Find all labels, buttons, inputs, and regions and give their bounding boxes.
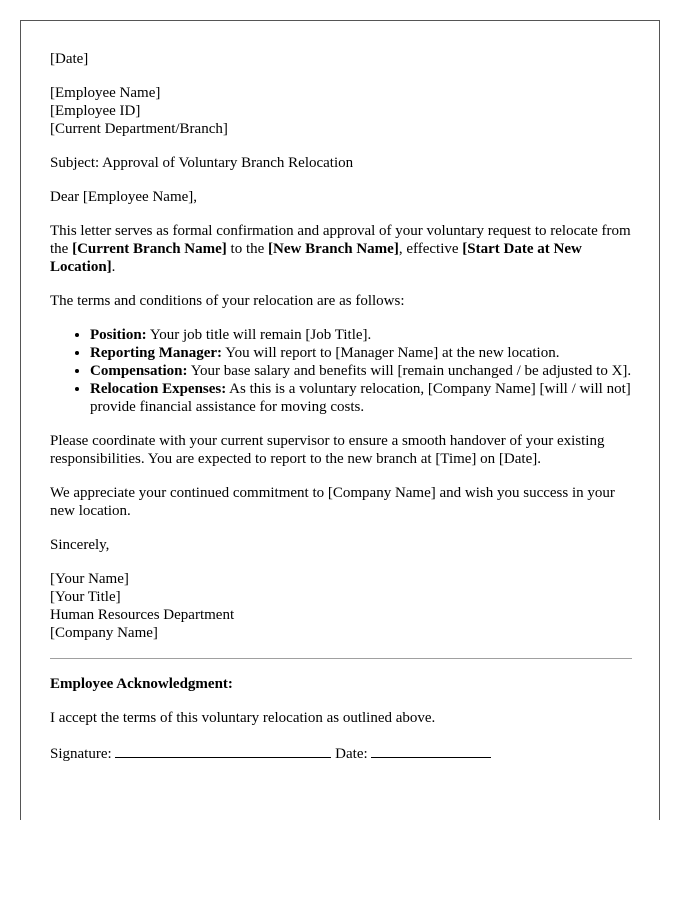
recipient-block [50, 84, 632, 138]
current-department: [Current Department/Branch] [50, 121, 228, 137]
term-text: Your base salary and benefits will [remain unchanged / be adjusted to X]. [187, 363, 632, 379]
signature-line[interactable] [115, 743, 331, 758]
appreciation-paragraph: We appreciate your continued commitment to [Company Name] and wish you success in your new location. [50, 485, 615, 519]
signatory-company: [Company Name] [50, 625, 158, 641]
intro-text-3: , effective [398, 241, 463, 257]
letter-date: [Date] [50, 51, 89, 67]
intro-text-2: to the [226, 241, 269, 257]
acknowledgment-text: I accept the terms of this voluntary relocation as outlined above. [50, 710, 436, 726]
letter-subject: Subject: Approval of Voluntary Branch Relocation [50, 155, 354, 171]
term-text: Your job title will remain [Job Title]. [146, 327, 372, 343]
term-label: Relocation Expenses: [90, 381, 227, 397]
employee-id: [Employee ID] [50, 103, 141, 119]
intro-text-4: . [111, 259, 116, 275]
signatory-block [50, 570, 632, 642]
signatory-department: Human Resources Department [50, 607, 235, 623]
terms-list [50, 326, 632, 416]
term-label: Compensation: [90, 363, 188, 379]
signatory-name: [Your Name] [50, 571, 129, 587]
term-item-position [90, 326, 632, 344]
term-item-relocation-expenses [90, 380, 632, 416]
signature-row [50, 743, 632, 763]
terms-intro: The terms and conditions of your relocation are as follows: [50, 293, 405, 309]
section-divider [50, 658, 632, 659]
signatory-title: [Your Title] [50, 589, 121, 605]
acknowledgment-heading [50, 675, 632, 693]
coordination-paragraph: Please coordinate with your current supervisor to ensure a smooth handover of your existing responsibilities. You are expected to report to the new branch at [Time] on [Date]. [50, 433, 605, 467]
acknowledgment-heading-text: Employee Acknowledgment: [50, 676, 233, 692]
term-text: As this is a voluntary relocation, [Company Name] [will / will not] provide financial assistance for moving costs. [90, 381, 631, 415]
letter-body [50, 50, 632, 763]
date-label: Date: [335, 746, 368, 762]
signature-label: Signature: [50, 746, 112, 762]
closing: Sincerely, [50, 537, 110, 553]
employee-name: [Employee Name] [50, 85, 161, 101]
start-date: [Start Date at New Location] [50, 241, 582, 275]
intro-text-1: This letter serves as formal confirmation and approval of your voluntary request to relocate from the [50, 223, 631, 257]
letter-page [20, 20, 660, 820]
intro-paragraph [50, 222, 632, 276]
term-item-reporting-manager [90, 344, 632, 362]
date-line[interactable] [371, 743, 491, 758]
salutation: Dear [Employee Name], [50, 189, 198, 205]
term-label: Position: [90, 327, 147, 343]
current-branch-name: [Current Branch Name] [72, 241, 227, 257]
new-branch-name: [New Branch Name] [268, 241, 399, 257]
term-item-compensation [90, 362, 632, 380]
term-text: You will report to [Manager Name] at the new location. [222, 345, 560, 361]
term-label: Reporting Manager: [90, 345, 223, 361]
